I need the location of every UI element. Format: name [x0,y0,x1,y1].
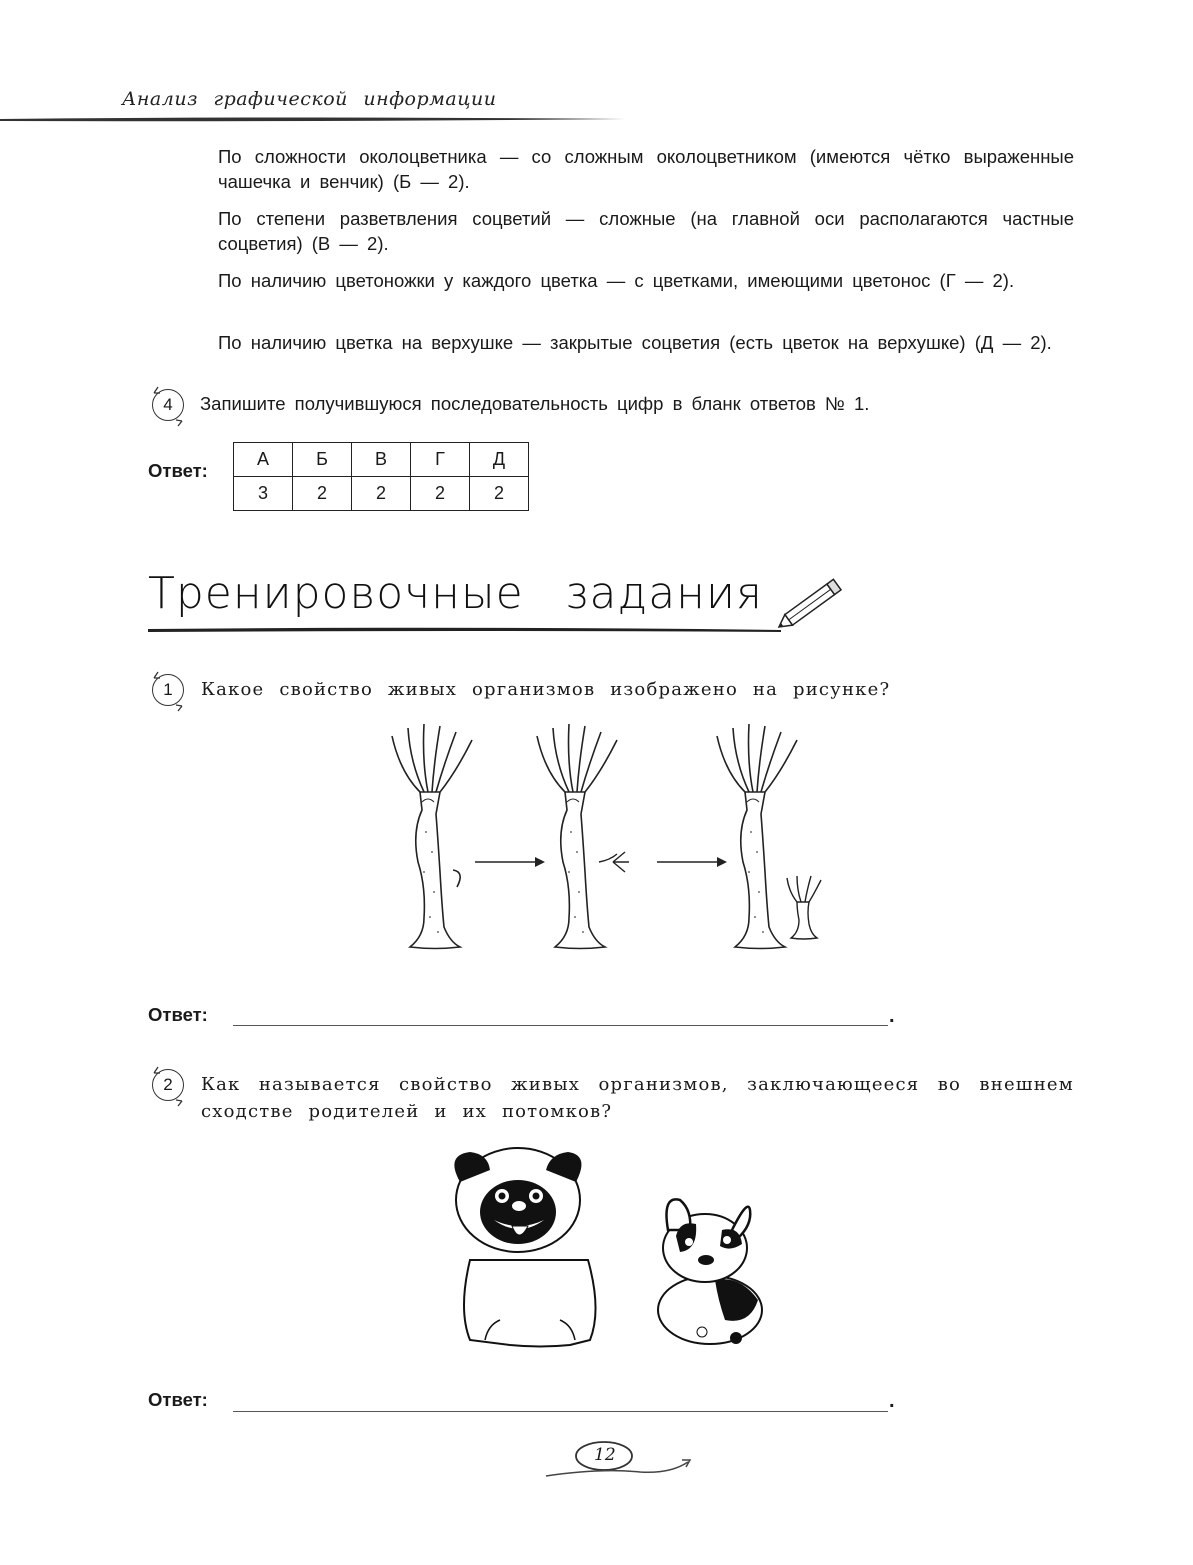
arrow-head-icon [717,857,727,867]
answer-header-cell: Д [470,443,529,477]
step-instruction: Запишите получившуюся последовательность цифр в бланк ответов № 1. [200,393,870,414]
answer-input-line[interactable] [233,1411,888,1412]
section-title-underline [146,572,856,638]
adult-pug-icon [454,1148,595,1347]
solution-paragraph: По наличию цветка на верхушке — закрытые соцветия (есть цветок на верхушке) (Д — 2). [218,332,1052,353]
hydra-bud-small [453,870,460,887]
answer-table [233,442,529,511]
running-header: Анализ графической информации [122,88,497,110]
hydra-budding-illustration [385,722,835,954]
arrow-head-icon [535,857,545,867]
solution-paragraph: По сложности околоцветника — со сложным околоцветником (имеются чётко выраженные чашечка и венчик) (Б — 2). [218,146,1074,192]
answer-header-cell: Г [411,443,470,477]
hydra-stage-3 [717,724,797,949]
page-number-swirl-icon [540,1436,700,1482]
answer-header-cell: А [234,443,293,477]
header-rule [0,116,640,124]
task-question: Какое свойство живых организмов изображено на рисунке? [201,679,891,700]
solution-paragraph: По наличию цветоножки у каждого цветка — с цветками, имеющими цветонос (Г — 2). [218,270,1015,291]
hydra-bud-medium [599,852,629,872]
solution-paragraph: По степени разветвления соцветий — сложные (на главной оси располагаются частные соцветия) (В — 2). [218,208,1074,254]
answer-value-cell: 2 [352,477,411,511]
hydra-stage-2 [537,724,617,949]
answer-end-mark: . [889,1390,895,1412]
task-arrow-icon [146,668,192,714]
task-number: 1 [163,680,173,699]
puppy-icon [658,1199,762,1344]
task-number: 2 [163,1075,173,1094]
answer-header-cell: В [352,443,411,477]
task-arrow-icon [146,1063,192,1109]
answer-value-cell: 2 [293,477,352,511]
page-number: 12 [594,1445,616,1465]
step-arrow-icon [146,383,192,429]
dogs-illustration [440,1140,780,1355]
answer-table-header-row [234,443,529,477]
answer-end-mark: . [889,1005,895,1027]
hydra-stage-1 [392,724,472,949]
answer-label: Ответ: [148,1004,208,1025]
task-question: Как называется свойство живых организмов, заключающееся во внешнем сходстве родителей и их потомков? [201,1074,1074,1122]
hydra-offspring [787,876,821,939]
answer-value-cell: 3 [234,477,293,511]
answer-label: Ответ: [148,460,208,481]
answer-header-cell: Б [293,443,352,477]
answer-value-cell: 2 [470,477,529,511]
section-title: Тренировочные задания [148,568,763,619]
answer-table-value-row [234,477,529,511]
answer-value-cell: 2 [411,477,470,511]
step-number: 4 [163,395,173,414]
answer-label: Ответ: [148,1389,208,1410]
answer-input-line[interactable] [233,1025,888,1026]
pencil-icon [770,572,850,638]
